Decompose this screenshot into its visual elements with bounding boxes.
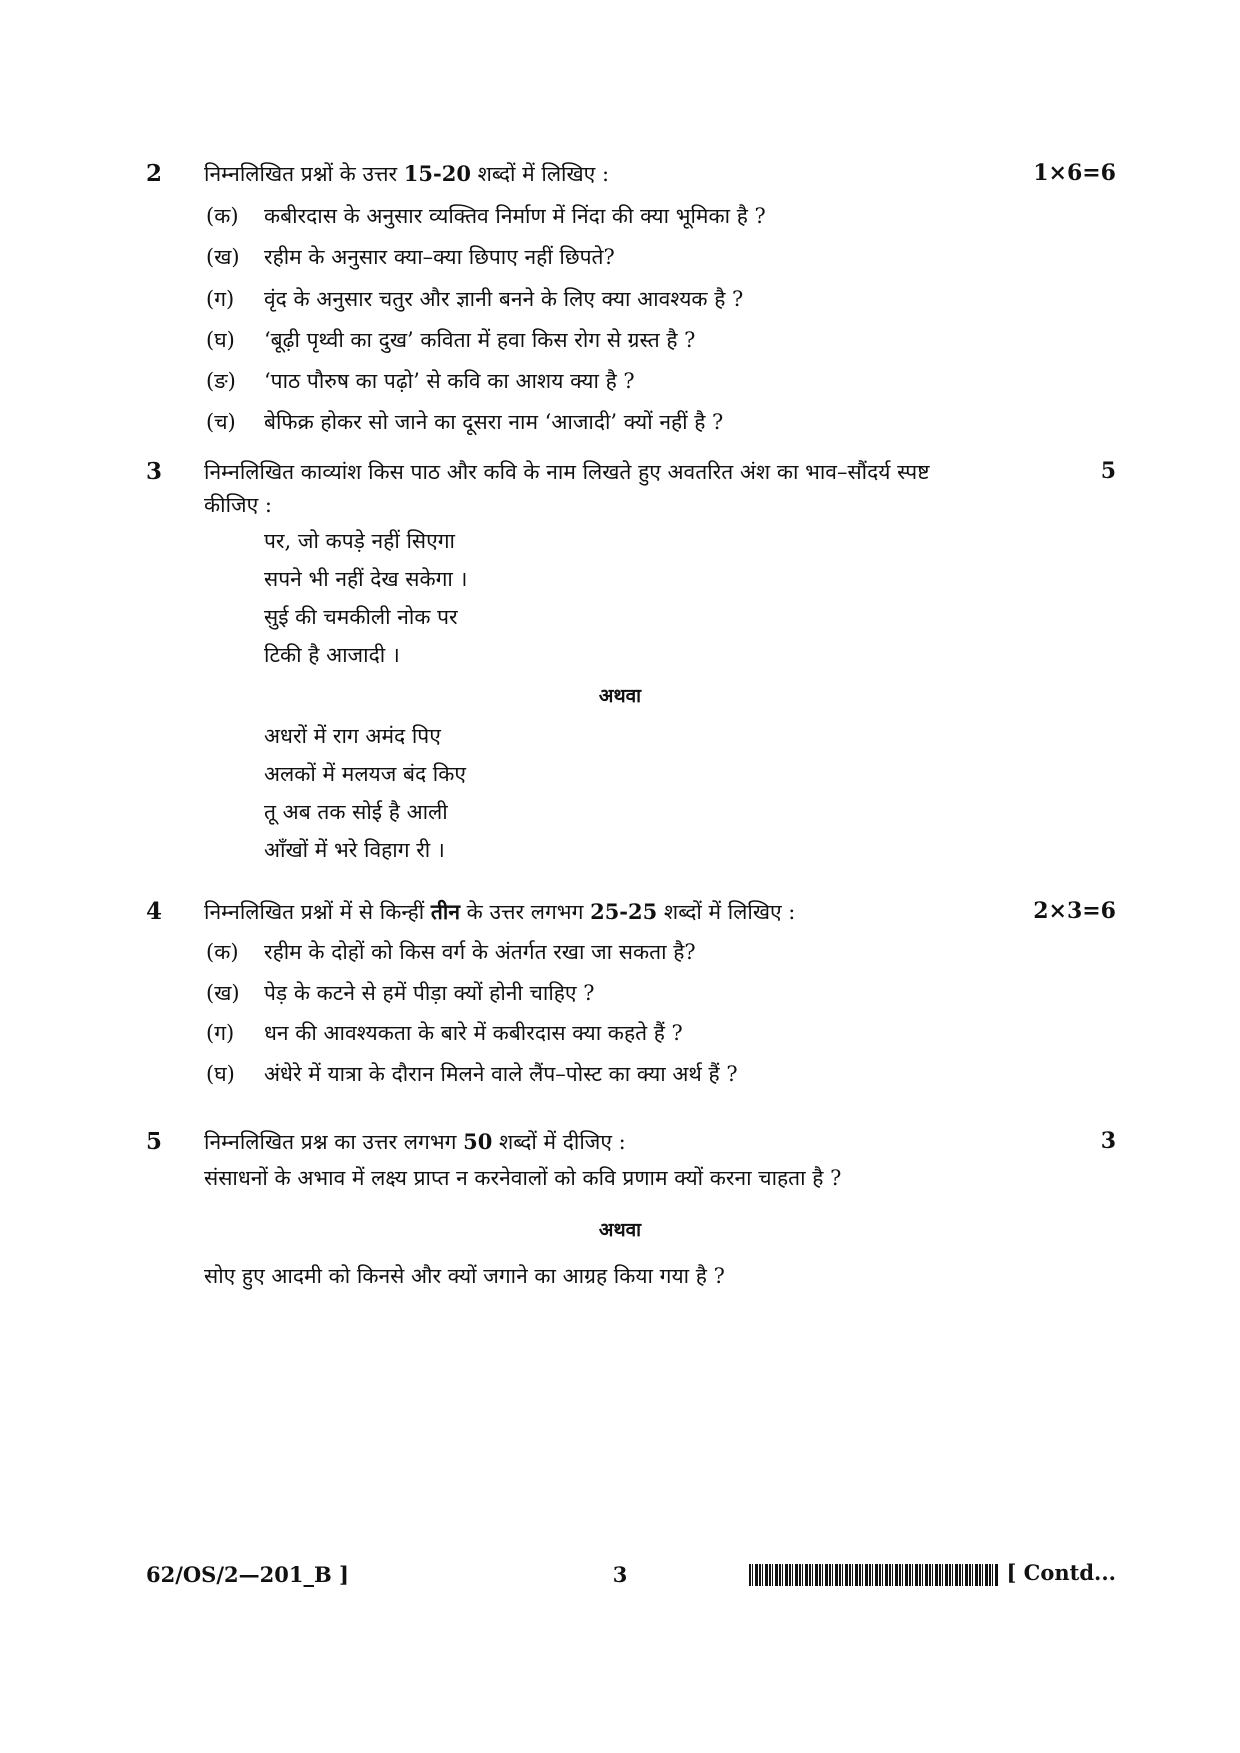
- question-marks: 5: [1100, 458, 1116, 484]
- or-label: अथवा: [598, 1219, 642, 1241]
- question-text: संसाधनों के अभाव में लक्ष्य प्राप्त न करनेवालों को कवि प्रणाम क्यों करना चाहता है ?: [204, 1166, 842, 1190]
- option: (क) रहीम के दोहों को किस वर्ग के अंतर्गत रखा जा सकता है?: [206, 940, 696, 964]
- footer-right: [749, 1560, 1116, 1586]
- alternate-question: सोए हुए आदमी को किनसे और क्यों जगाने का आग्रह किया गया है ?: [204, 1264, 725, 1288]
- or-label: अथवा: [598, 685, 642, 707]
- option: (ख) पेड़ के कटने से हमें पीड़ा क्यों होनी चाहिए ?: [206, 981, 595, 1005]
- question-marks: 3: [1100, 1128, 1116, 1154]
- poem-line: सपने भी नहीं देख सकेगा ।: [264, 567, 468, 591]
- option: (ग) वृंद के अनुसार चतुर और ज्ञानी बनने के लिए क्या आवश्यक है ?: [206, 287, 744, 311]
- poem-line: अधरों में राग अमंद पिए: [264, 724, 441, 748]
- paper-code: 62/OS/2—201_B ]: [146, 1562, 349, 1587]
- contd-label: [ Contd...: [1006, 1560, 1116, 1585]
- question-number: 5: [146, 1128, 163, 1155]
- barcode-icon: [749, 1564, 999, 1586]
- question-stem-continued: कीजिए :: [204, 493, 272, 517]
- poem-line: पर, जो कपड़े नहीं सिएगा: [264, 529, 455, 553]
- question-stem: निम्नलिखित प्रश्नों में से किन्हीं तीन के उत्तर लगभग 25-25 शब्दों में लिखिए :: [204, 899, 796, 924]
- question-number: 2: [146, 160, 163, 187]
- option: (घ) अंधेरे में यात्रा के दौरान मिलने वाले लैंप–पोस्ट का क्या अर्थ हैं ?: [206, 1062, 738, 1086]
- page-number: 3: [612, 1562, 628, 1587]
- question-marks: 2×3=6: [1033, 898, 1116, 924]
- poem-line: आँखों में भरे विहाग री ।: [264, 838, 445, 862]
- option: (च) बेफिक्र होकर सो जाने का दूसरा नाम ‘आजादी’ क्यों नहीं है ?: [206, 410, 724, 434]
- poem-line: सुई की चमकीली नोक पर: [264, 605, 458, 629]
- option: (क) कबीरदास के अनुसार व्यक्तिव निर्माण में निंदा की क्या भूमिका है ?: [206, 204, 766, 228]
- question-stem: निम्नलिखित प्रश्नों के उत्तर 15-20 शब्दों में लिखिए :: [204, 161, 610, 186]
- option: (ख) रहीम के अनुसार क्या–क्या छिपाए नहीं छिपते?: [206, 245, 615, 269]
- option: (ङ) ‘पाठ पौरुष का पढ़ो’ से कवि का आशय क्या है ?: [206, 369, 635, 393]
- option: (घ) ‘बूढ़ी पृथ्वी का दुख’ कविता में हवा किस रोग से ग्रस्त है ?: [206, 328, 696, 352]
- poem-line: तू अब तक सोई है आली: [264, 800, 448, 824]
- question-number: 4: [146, 898, 163, 925]
- question-stem: निम्नलिखित काव्यांश किस पाठ और कवि के नाम लिखते हुए अवतरित अंश का भाव–सौंदर्य स्पष्ट: [204, 460, 930, 484]
- question-marks: 1×6=6: [1033, 160, 1116, 186]
- question-stem: निम्नलिखित प्रश्न का उत्तर लगभग 50 शब्दों में दीजिए :: [204, 1129, 626, 1154]
- poem-line: अलकों में मलयज बंद किए: [264, 762, 466, 786]
- poem-line: टिकी है आजादी ।: [264, 643, 400, 667]
- question-number: 3: [146, 458, 163, 485]
- option: (ग) धन की आवश्यकता के बारे में कबीरदास क्या कहते हैं ?: [206, 1021, 683, 1045]
